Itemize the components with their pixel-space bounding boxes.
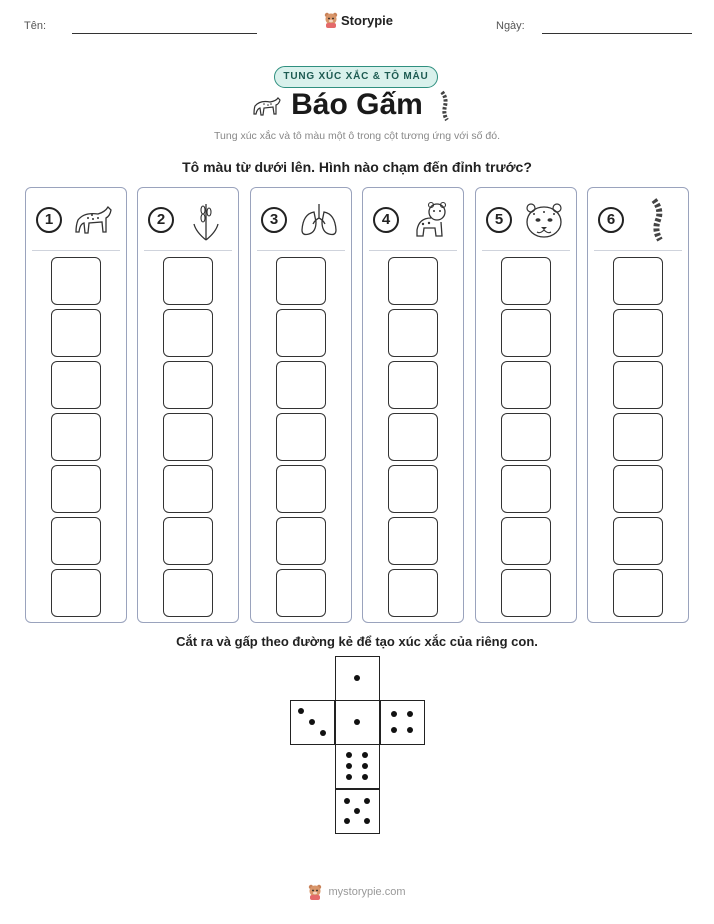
dice-pip bbox=[391, 727, 397, 733]
brand-name: Storypie bbox=[341, 12, 394, 28]
color-cell[interactable] bbox=[501, 517, 551, 565]
dice-pip bbox=[320, 730, 326, 736]
column-header bbox=[26, 188, 126, 250]
dice-pip bbox=[354, 808, 360, 814]
leopard-cub-icon bbox=[409, 198, 453, 242]
column-number: 4 bbox=[373, 207, 399, 233]
dice-pip bbox=[364, 798, 370, 804]
color-cell[interactable] bbox=[51, 309, 101, 357]
column-3 bbox=[250, 187, 352, 623]
column-number: 2 bbox=[148, 207, 174, 233]
storypie-bear-icon bbox=[324, 12, 338, 28]
grass-sprig-icon bbox=[184, 198, 228, 242]
dice-pip bbox=[346, 763, 352, 769]
dice-pip bbox=[407, 727, 413, 733]
column-number: 5 bbox=[486, 207, 512, 233]
color-cell[interactable] bbox=[388, 569, 438, 617]
dice-pip bbox=[298, 708, 304, 714]
column-header bbox=[138, 188, 238, 250]
color-cell[interactable] bbox=[51, 257, 101, 305]
dice-pip bbox=[391, 711, 397, 717]
color-cell[interactable] bbox=[51, 413, 101, 461]
color-cell[interactable] bbox=[388, 257, 438, 305]
column-2 bbox=[137, 187, 239, 623]
leopard-face-icon bbox=[522, 198, 566, 242]
column-5 bbox=[475, 187, 577, 623]
color-cell[interactable] bbox=[163, 413, 213, 461]
dice-pip bbox=[407, 711, 413, 717]
color-cell[interactable] bbox=[613, 257, 663, 305]
column-divider bbox=[594, 250, 682, 251]
column-6 bbox=[587, 187, 689, 623]
page-title: Báo Gấm bbox=[291, 88, 423, 121]
column-number: 3 bbox=[261, 207, 287, 233]
color-cell[interactable] bbox=[51, 569, 101, 617]
name-line[interactable] bbox=[72, 33, 257, 34]
color-cell[interactable] bbox=[613, 413, 663, 461]
date-label: Ngày: bbox=[496, 20, 525, 32]
column-header bbox=[588, 188, 688, 250]
name-label: Tên: bbox=[24, 20, 47, 32]
column-4 bbox=[362, 187, 464, 623]
color-cell[interactable] bbox=[276, 257, 326, 305]
column-header bbox=[363, 188, 463, 250]
activity-badge: TUNG XÚC XẮC & TÔ MÀU bbox=[274, 66, 438, 88]
title-row bbox=[0, 88, 714, 124]
color-cell[interactable] bbox=[613, 361, 663, 409]
color-cell[interactable] bbox=[613, 517, 663, 565]
color-cell[interactable] bbox=[388, 517, 438, 565]
color-cell[interactable] bbox=[276, 569, 326, 617]
color-cell[interactable] bbox=[163, 569, 213, 617]
dice-face-6 bbox=[335, 744, 380, 789]
dice-face-5 bbox=[335, 789, 380, 834]
color-cell[interactable] bbox=[276, 309, 326, 357]
dice-pip bbox=[354, 719, 360, 725]
color-cell[interactable] bbox=[276, 413, 326, 461]
column-divider bbox=[369, 250, 457, 251]
columns-grid bbox=[25, 187, 689, 623]
color-cell[interactable] bbox=[501, 257, 551, 305]
footer bbox=[0, 884, 714, 900]
color-cell[interactable] bbox=[163, 361, 213, 409]
spine-icon bbox=[436, 90, 452, 122]
dice-pip bbox=[346, 752, 352, 758]
color-cell[interactable] bbox=[613, 465, 663, 513]
dice-face-1 bbox=[335, 700, 380, 745]
color-cell[interactable] bbox=[163, 517, 213, 565]
column-divider bbox=[257, 250, 345, 251]
dice-face-3 bbox=[290, 700, 335, 745]
color-cell[interactable] bbox=[163, 257, 213, 305]
column-header bbox=[251, 188, 351, 250]
footer-url[interactable]: mystorypie.com bbox=[328, 886, 406, 898]
color-cell[interactable] bbox=[501, 465, 551, 513]
color-cell[interactable] bbox=[51, 517, 101, 565]
color-cell[interactable] bbox=[276, 361, 326, 409]
dice-face-1 bbox=[335, 656, 380, 701]
dice-pip bbox=[362, 752, 368, 758]
dice-pip bbox=[346, 774, 352, 780]
cut-instruction: Cắt ra và gấp theo đường kẻ để tạo xúc xắc của riêng con. bbox=[176, 634, 538, 649]
color-cell[interactable] bbox=[501, 361, 551, 409]
column-divider bbox=[482, 250, 570, 251]
color-cell[interactable] bbox=[501, 413, 551, 461]
dice-pip bbox=[362, 774, 368, 780]
dice-pip bbox=[354, 675, 360, 681]
column-number: 6 bbox=[598, 207, 624, 233]
color-cell[interactable] bbox=[501, 309, 551, 357]
color-cell[interactable] bbox=[276, 465, 326, 513]
dice-face-4 bbox=[380, 700, 425, 745]
date-line[interactable] bbox=[542, 33, 692, 34]
column-number: 1 bbox=[36, 207, 62, 233]
column-divider bbox=[144, 250, 232, 251]
color-cell[interactable] bbox=[388, 309, 438, 357]
worksheet-header bbox=[0, 0, 714, 40]
subtitle: Tung xúc xắc và tô màu một ô trong cột tương ứng với số đó. bbox=[214, 130, 500, 142]
dice-pip bbox=[344, 818, 350, 824]
color-cell[interactable] bbox=[51, 361, 101, 409]
color-cell[interactable] bbox=[51, 465, 101, 513]
column-divider bbox=[32, 250, 120, 251]
dice-net bbox=[290, 656, 425, 836]
color-cell[interactable] bbox=[163, 465, 213, 513]
color-cell[interactable] bbox=[388, 413, 438, 461]
spine-icon bbox=[634, 198, 678, 242]
color-cell[interactable] bbox=[501, 569, 551, 617]
color-cell[interactable] bbox=[388, 465, 438, 513]
color-cell[interactable] bbox=[613, 309, 663, 357]
color-cell[interactable] bbox=[388, 361, 438, 409]
dice-pip bbox=[309, 719, 315, 725]
color-cell[interactable] bbox=[276, 517, 326, 565]
column-1 bbox=[25, 187, 127, 623]
dice-pip bbox=[344, 798, 350, 804]
dice-pip bbox=[364, 818, 370, 824]
instruction: Tô màu từ dưới lên. Hình nào chạm đến đỉnh trước? bbox=[182, 159, 532, 175]
brand-logo bbox=[324, 12, 393, 28]
storypie-bear-icon bbox=[308, 884, 322, 900]
column-header bbox=[476, 188, 576, 250]
color-cell[interactable] bbox=[613, 569, 663, 617]
color-cell[interactable] bbox=[163, 309, 213, 357]
lungs-icon bbox=[297, 198, 341, 242]
leopard-walking-icon bbox=[72, 198, 116, 242]
dice-pip bbox=[362, 763, 368, 769]
